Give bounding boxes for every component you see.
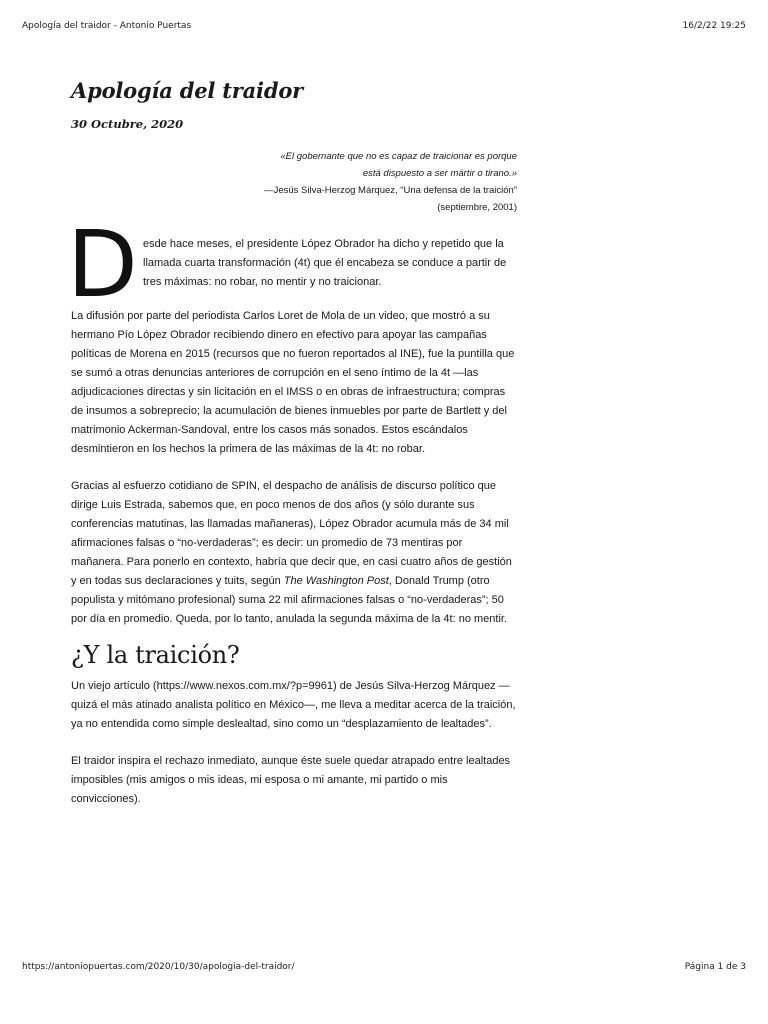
epigraph-quote-line-2: está dispuesto a ser mártir o tirano.» [362,168,517,179]
paragraph-3: Un viejo artículo (https://www.nexos.com.mx/?p=9961) de Jesús Silva-Herzog Márquez —quizá el más atinado analista político en México—, me lleva a meditar acerca de la traición, ya no entendida como simple deslealtad, sino como un “desplazamiento de lealtades”. [71,680,516,730]
print-header-timestamp: 16/2/22 19:25 [682,21,746,31]
newspaper-name: The Washington Post [283,575,389,587]
print-header [22,21,746,31]
article-date: 30 Octubre, 2020 [71,117,184,131]
lead-text: esde hace meses, el presidente López Obrador ha dicho y repetido que la llamada cuarta transformación (4t) que él encabeza se conduce a partir de tres máximas: no robar, no mentir y no traicionar. [143,238,507,288]
epigraph [71,148,517,216]
paragraph-2-text-a: Gracias al esfuerzo cotidiano de SPIN, el despacho de análisis de discurso político que dirige Luis Estrada, sabemos que, en poco menos de dos años (y sólo durante sus conferencias matutinas, las llamadas mañaneras), López Obrador acumula más de 34 mil afirmaciones falsas o “no-verdaderas”; es decir: un promedio de 73 mentiras por mañanera. Para ponerlo en contexto, habría que decir que, en casi cuatro años de gestión y en todas sus declaraciones y tuits, según [71,480,512,587]
section-heading: ¿Y la traición? [71,641,240,669]
print-footer-page-number: Página 1 de 3 [684,962,746,972]
epigraph-date: (septiembre, 2001) [437,202,517,213]
drop-cap: D [67,211,138,318]
print-footer-url: https://antoniopuertas.com/2020/10/30/apologia-del-traidor/ [22,962,295,972]
paragraph-4: El traidor inspira el rechazo inmediato, aunque éste suele quedar atrapado entre lealtades imposibles (mis amigos o mis ideas, mi esposa o mi amante, mi partido o mis convicciones). [71,755,511,805]
print-header-title: Apología del traidor - Antonio Puertas [22,21,192,31]
paragraph-2-text-b: , Donald Trump (otro populista y mitómano profesional) suma 22 mil afirmaciones falsas o “no-verdaderas”; 50 por día en promedio. Queda, por lo tanto, anulada la segunda máxima de la 4t: no mentir. [71,575,507,625]
paragraph-2 [71,477,517,629]
lead-paragraph [67,211,517,318]
article [67,72,517,827]
epigraph-quote-line-1: «El gobernante que no es capaz de traicionar es porque [280,151,517,162]
print-footer [22,962,746,972]
article-title: Apología del traidor [71,78,303,103]
epigraph-attribution: —Jesús Silva-Herzog Márquez, “Una defensa de la traición” [264,185,517,196]
paragraph-1: La difusión por parte del periodista Carlos Loret de Mola de un video, que mostró a su hermano Pío López Obrador recibiendo dinero en efectivo para apoyar las campañas políticas de Morena en 2015 (recursos que no fueron reportados al INE), fue la puntilla que se sumó a otras denuncias anteriores de corrupción en el seno íntimo de la 4t —las adjudicaciones directas y sin licitación en el IMSS o en obras de infraestructura; compras de insumos a sobreprecio; la acumulación de bienes inmuebles por parte de Bartlett y del matrimonio Ackerman-Sandoval, entre los casos más sonados. Estos escándalos desmintieron en los hechos la primera de las máximas de la 4t: no robar. [71,310,515,455]
